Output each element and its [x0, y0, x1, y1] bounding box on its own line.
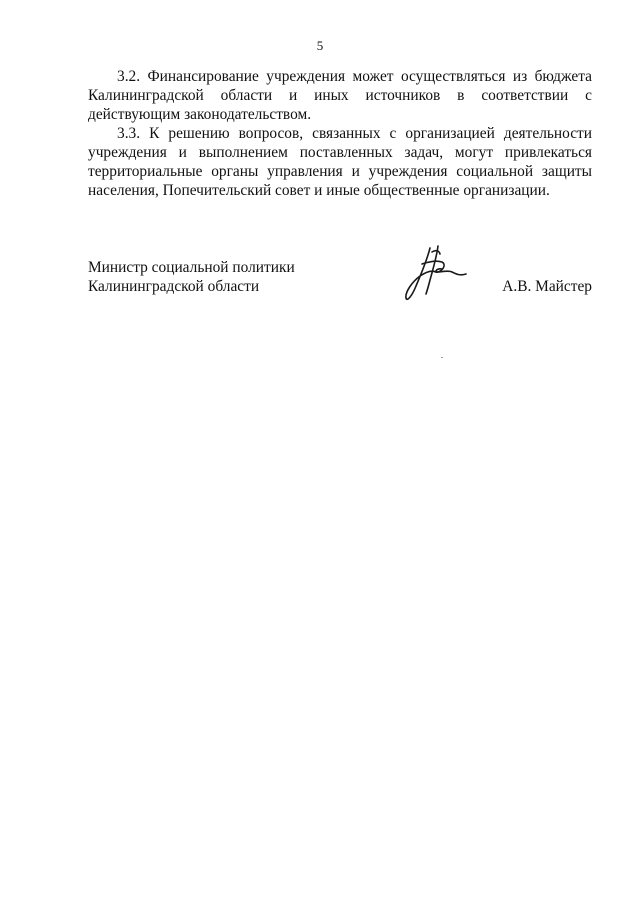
document-body [88, 67, 592, 200]
signer-title [88, 258, 348, 296]
scan-speck [441, 357, 443, 358]
signer-title-line-1: Министр социальной политики [88, 259, 295, 276]
signer-title-line-2: Калининградской области [88, 278, 260, 295]
paragraph-3-2: 3.2. Финансирование учреждения может осуществляться из бюджета Калининградской области и иных источников в соответствии с действующим законодательством. [88, 68, 592, 123]
handwritten-signature-icon [402, 242, 472, 306]
signature-block [88, 258, 592, 318]
paragraph-3-3: 3.3. К решению вопросов, связанных с организацией деятельности учреждения и выполнением поставленных задач, могут привлекаться территориальные органы управления и учреждения социальной защиты населения, Попечительский совет и иные общественные организации. [88, 125, 592, 199]
page-number: 5 [316, 38, 324, 53]
signer-name: А.В. Майстер [502, 278, 592, 295]
